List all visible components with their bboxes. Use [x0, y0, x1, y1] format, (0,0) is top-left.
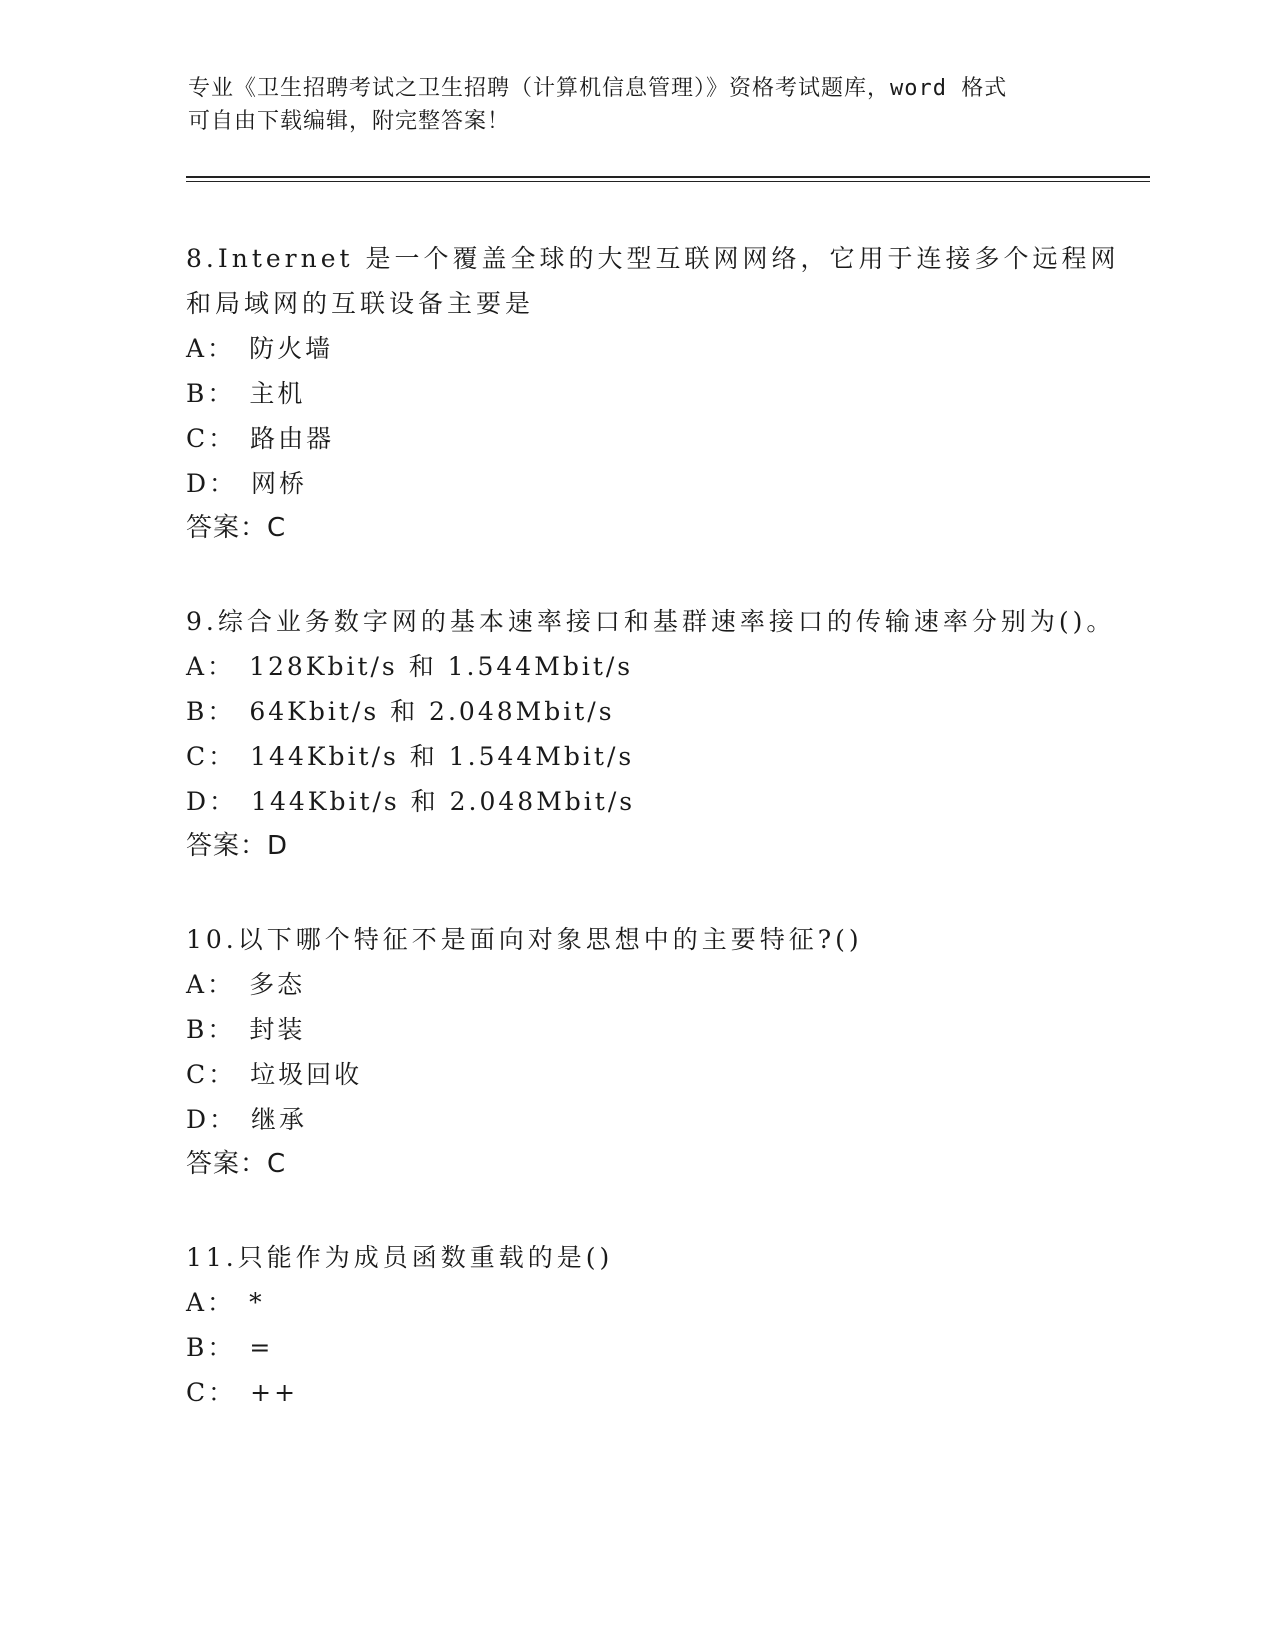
- option-text: 路由器: [250, 424, 335, 453]
- option-key: A：: [186, 652, 236, 681]
- question-block: [186, 917, 1126, 1187]
- option-key: D：: [186, 787, 238, 816]
- option-key: A：: [186, 970, 236, 999]
- option-text: 多态: [249, 970, 306, 999]
- answer-option: [186, 1280, 1126, 1325]
- option-key: D：: [186, 1105, 238, 1134]
- answer-option: [186, 1097, 1126, 1142]
- option-text: 垃圾回收: [250, 1060, 363, 1089]
- answer-option: [186, 962, 1126, 1007]
- option-text: *: [249, 1288, 265, 1317]
- option-key: C：: [186, 742, 237, 771]
- option-key: A：: [186, 1288, 236, 1317]
- option-key: B：: [186, 379, 236, 408]
- answer-option: [186, 1052, 1126, 1097]
- answer-option: [186, 326, 1126, 371]
- answer-option: [186, 461, 1126, 506]
- answer-key: 答案：C: [186, 1149, 287, 1179]
- option-key: C：: [186, 424, 237, 453]
- option-text: ++: [250, 1378, 299, 1407]
- option-text: 主机: [249, 379, 306, 408]
- option-text: 64Kbit/s 和 2.048Mbit/s: [249, 697, 615, 726]
- document-header: [188, 72, 1088, 138]
- answer-option: [186, 416, 1126, 461]
- answer-option: [186, 779, 1126, 824]
- answer-key: 答案：C: [186, 513, 287, 543]
- answer-option: [186, 689, 1126, 734]
- answer-option: [186, 371, 1126, 416]
- option-text: 封装: [249, 1015, 306, 1044]
- header-line-1: 专业《卫生招聘考试之卫生招聘（计算机信息管理）》资格考试题库，word 格式: [188, 76, 1008, 101]
- answer-option: [186, 1325, 1126, 1370]
- question-block: [186, 599, 1126, 869]
- option-text: 144Kbit/s 和 1.544Mbit/s: [250, 742, 635, 771]
- question-text: 11.只能作为成员函数重载的是(): [186, 1243, 614, 1272]
- question-text: 9.综合业务数字网的基本速率接口和基群速率接口的传输速率分别为()。: [186, 607, 1116, 636]
- option-text: =: [249, 1333, 274, 1362]
- option-text: 144Kbit/s 和 2.048Mbit/s: [251, 787, 636, 816]
- option-text: 继承: [251, 1105, 308, 1134]
- option-text: 防火墙: [249, 334, 334, 363]
- question-block: [186, 1235, 1126, 1415]
- option-key: B：: [186, 697, 236, 726]
- option-text: 网桥: [251, 469, 308, 498]
- header-divider: [186, 176, 1150, 178]
- option-key: C：: [186, 1060, 237, 1089]
- answer-option: [186, 1007, 1126, 1052]
- option-key: B：: [186, 1015, 236, 1044]
- header-divider-thin: [186, 181, 1150, 182]
- option-key: B：: [186, 1333, 236, 1362]
- answer-key: 答案：D: [186, 831, 289, 861]
- question-text: 8.Internet 是一个覆盖全球的大型互联网网络，它用于连接多个远程网和局域网的互联设备主要是: [186, 244, 1120, 318]
- question-block: [186, 236, 1126, 551]
- option-key: D：: [186, 469, 238, 498]
- header-line-2: 可自由下载编辑，附完整答案！: [188, 109, 511, 134]
- answer-option: [186, 1370, 1126, 1415]
- answer-option: [186, 734, 1126, 779]
- question-list: [186, 236, 1126, 1463]
- option-key: C：: [186, 1378, 237, 1407]
- answer-option: [186, 644, 1126, 689]
- question-text: 10.以下哪个特征不是面向对象思想中的主要特征?(): [186, 925, 863, 954]
- option-text: 128Kbit/s 和 1.544Mbit/s: [249, 652, 634, 681]
- option-key: A：: [186, 334, 236, 363]
